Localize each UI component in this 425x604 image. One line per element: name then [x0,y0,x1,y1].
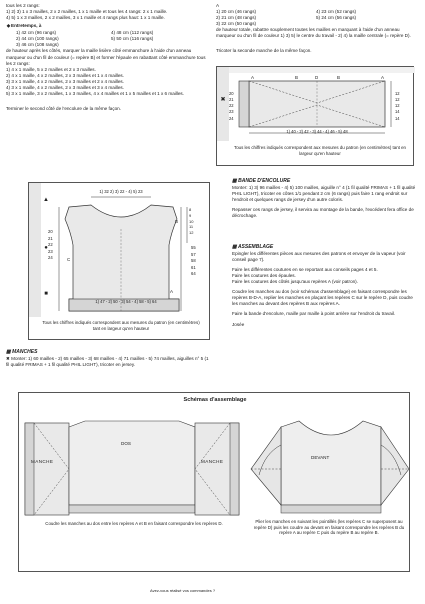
sleeves-section [6,349,211,368]
front-caption: Tous les chiffres indiqués correspondent aux mesures du patron (en centimètres) tant en largeur qu'en hauteur [42,320,200,331]
front-pattern-figure [28,182,210,340]
sleeve-pattern-figure [216,66,414,166]
total-height-list: A 1) 20 cm (46 rangs) 2) 21 cm (48 rangs) 3) 22 cm (50 rangs) 4) 23 cm (52 rangs) 5) 24 cm (56 rangs) [216,3,357,27]
height-item: 4) 23 cm (52 rangs) [316,9,357,14]
shoulder-step: 3) 3 x 1 maille, 4 x 2 mailles, 2 x 3 mailles et 2 x 4 mailles. [6,78,124,84]
marker-a-label: A [170,289,174,294]
height-item: 1) 42 cm (96 rangs) [16,30,57,36]
front-small-values: 8 9 10 11 12 [189,207,194,236]
assembly-p1: Epingler les différentes pièces aux mesures des patrons et envoyer de la vapeur (voir conseil page 7). [232,250,406,262]
schemas-caption-right: Plier les manches en suivant les pointillés (les repères C se superposent au repère D) puis les coudre au devant en faisant correspondre les repères B du repère A au repère C puis du repère B au repère B. [253,519,405,536]
sleeves-heading: ▦ MANCHES [6,349,38,355]
text-line: 4) 5) 1 x 3 mailles, 2 x 2 mailles, 3 x 1 maille et 4 rangs plus haut: 1 x 1 maille. [6,15,165,21]
assembly-section [232,244,418,328]
height-item: 4) 48 cm (112 rangs) [111,30,154,36]
neckband-heading: ▦ BANDE D'ENCOLURE [232,178,291,184]
front-pattern-drawing [29,183,211,341]
front-bottom-width: 1) 47 - 2) 50 - 3) 54 - 4) 58 - 5) 64 [95,299,157,304]
height-item: 2) 44 cm (100 rangs) [16,36,59,42]
hash-box-icon: ▦ [232,178,239,184]
sleeve-bottom-width: 1) 40 - 2) 42 - 3) 44 - 4) 46 - 5) 48 [286,129,348,134]
bind-off-paragraph: de hauteur totale, rabattre souplement toutes les mailles en marquant à l'aide d'un anneau marqueur ou d'un fil de couleur 1) 3) 5) le centre du travail - 2) 4) la maille centrale (= repère D). [216,27,411,39]
shoulder-step: 4) 3 x 1 maille, 4 x 2 mailles, 2 x 3 mailles et 3 x 4 mailles. [6,84,124,90]
entretemps-heading: ◆Entretemps, à [6,23,42,29]
sleeve-left-values: 20 21 22 23 24 [229,91,234,121]
neckband-note: Repasser ces rangs de jersey, il servira au montage de la bande, l'excédent fera office de décrochage. [232,206,414,218]
sleeve-marker-b-right: B [337,75,341,80]
assembly-schemas-box [18,392,410,572]
shoulder-paragraph: de hauteur après les côtés, marquer la maille lisière côté emmanchure à l'aide d'un anneau marqueur ou d'un fil de couleur (= repère B) et former l'épaule en rabattant côté emmanchure tous les 2 rangs: [6,48,206,66]
right-top-text [216,3,420,54]
left-top-text [6,3,211,112]
assembly-p3: Faire les coutures des épaules. [232,272,296,278]
sleeve-marker-a-left: A [251,75,255,80]
assembly-p4: Faire les coutures des côtés jusqu'aux repères A (voir patron). [232,278,358,284]
front-label: DEVANT [311,455,330,460]
text-line: 1) 2) 3) 1 x 3 mailles, 2 x 2 mailles, 1 x 1 maille et tous les 4 rangs: 2 x 1 maille. [6,9,168,15]
sleeve-marker-d: D [315,75,319,80]
triangle-size-icon: ▲ [43,197,49,203]
assembly-schemas-drawing [19,393,411,573]
left-sleeve-label: MANCHE [31,459,54,464]
cross-size-icon: ✖ [220,97,226,103]
schemas-caption-left: Coudre les manches au dos entre les repères A et B en faisant correspondre les repères D. [45,521,223,526]
marker-c-label: C [67,257,71,262]
sleeve-right-values: 12 12 12 14 14 [395,91,400,121]
height-item: 5) 24 cm (56 rangs) [316,15,357,21]
height-list [6,30,211,48]
schemas-title: Schémas d'assemblage [183,397,247,403]
front-left-values: 20 21 22 23 24 [48,229,53,260]
diamond-symbol-icon: ◆ [6,23,11,29]
assembly-p6: Faire la bande d'encolure, maille par maille à point arrière sur l'endroit du travail. [232,311,396,317]
circle-size-icon: ● [44,245,48,251]
back-label: DOS [121,441,131,446]
square-size-icon: ■ [44,291,48,297]
height-item: 2) 21 cm (48 rangs) [216,15,257,21]
shoulder-step: 1) 4 x 1 maille, 5 x 2 mailles et 2 x 3 mailles. [6,66,96,72]
sleeve-marker-b-left: B [295,75,299,80]
second-side-text: Terminer le second côté de l'encolure de la même façon. [6,105,122,111]
right-sleeve-label: MANCHE [201,459,224,464]
height-item: 3) 22 cm (50 rangs) [216,21,257,27]
neckband-text: Monter: 1) 3) 96 mailles - 4) 5) 100 mailles, aiguille n° 4 (1 fil qualité FRIMAS + 1 fil qualité PHIL LIGHT), tricoter en côtes 1/1 pendant 2 cm (6 rangs) puis faire 1 rang endroit sur l'endroit et quelques rangs de jersey d'un autre coloris. [232,184,416,202]
cross-size-icon: ✖ [6,355,12,361]
height-item: 5) 50 cm (116 rangs) [111,36,154,42]
sleeve-marker-a-right: A [381,75,385,80]
text-line: tous les 2 rangs: [6,3,40,8]
front-right-values: 55 57 58 61 64 [191,245,196,276]
assembly-p5: Coudre les manches au dos (voir schémas d'assemblage) en faisant correspondre les repères B-D-A, replier les manches en plaçant les repères C sur le repère D, puis coudre les manches au devant des repères B aux repères A. [232,288,413,307]
sleeve-caption: Tous les chiffres indiqués correspondent aux mesures du patron (en centimètres) tant en largeur qu'en hauteur [234,145,406,156]
assembly-heading: ▦ ASSEMBLAGE [232,244,274,250]
assembly-p2: Faire les différentes coutures en se reportant aux conseils pages 4 et 5. [232,266,378,272]
signature: Josée [232,322,245,328]
sleeves-text: ✖ Monter: 1) 60 mailles - 2) 65 mailles - 3) 68 mailles - 4) 71 mailles - 5) 74 mailles, aiguilles n° 5 (1 fil qualité FRIMAS + 1 fil qualité PHIL LIGHT), tricoter en jersey. [6,355,209,367]
shoulder-step: 5) 3 x 1 maille, 3 x 2 mailles, 1 x 3 mailles, 4 x 4 mailles et 1 x 5 mailles et 1 x 6 mailles. [6,90,184,96]
hash-box-icon: ▦ [232,244,238,250]
shoulder-step: 2) 4 x 1 maille, 4 x 2 mailles, 2 x 3 mailles et 1 x 4 mailles. [6,72,124,78]
marker-b-label: B [175,219,179,224]
height-item: 3) 46 cm (108 rangs) [16,42,59,48]
height-item: 1) 20 cm (46 rangs) [216,9,257,15]
footer-text: Avez-vous réalisé vos commandes ? [150,588,216,593]
hash-box-icon: ▦ [6,349,13,355]
second-sleeve-text: Tricoter la seconde manche de la même façon. [216,48,312,54]
neck-width-label: 1) 32 2) 3) 22 - 4) 5) 23 [99,189,143,194]
neckband-section [232,178,418,219]
